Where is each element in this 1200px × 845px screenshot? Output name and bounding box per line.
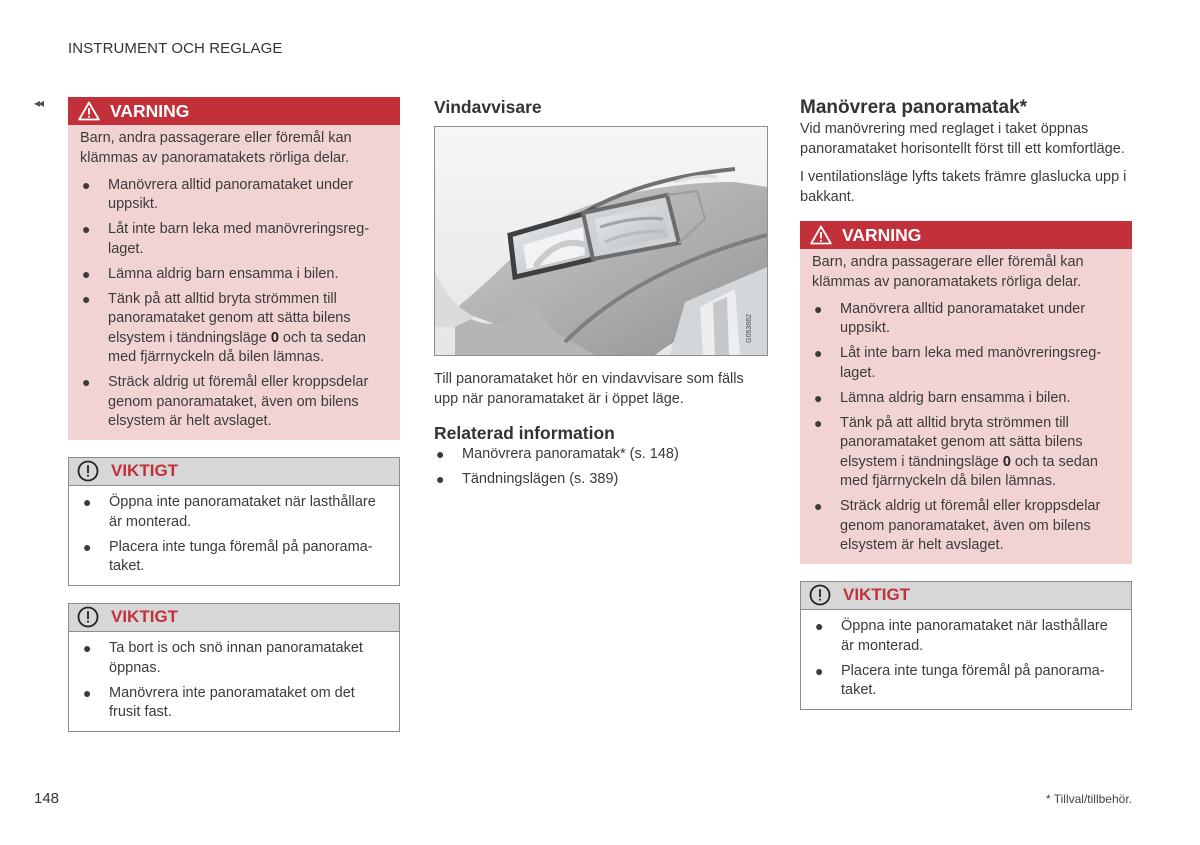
warning-intro: Barn, andra passagerare eller föremål kan klämmas av panoramatakets rörliga delar. [812,254,1084,290]
bullet-icon: ● [83,538,92,555]
bullet-icon: ● [436,470,445,487]
figure-caption: Till panoramataket hör en vindavvisare som fälls upp när panoramataket är i öppet läge. [434,371,744,407]
column-3 [800,97,1132,710]
important-header [801,582,1131,610]
related-heading: Relaterad information [434,423,615,443]
list-item: ● Manövrera alltid panoramataket under uppsikt. [82,176,354,212]
column-1 [68,97,400,732]
list-item: ● Öppna inte panoramataket när lasthållare är monterad. [83,494,376,530]
exclamation-circle-icon [809,584,831,606]
important-list [801,610,1131,701]
list-item: ● Ta bort is och snö innan panoramataket öppnas. [83,640,363,676]
list-item: ● Tänk på att alltid bryta strömmen till panoramataket genom att sätta bilens elsystem i tändningsläge 0 och ta sedan med fjärrnyckeln då bilen lämnas. [82,290,366,365]
car-roof-illustration [435,127,767,355]
warning-title: VARNING [110,100,190,121]
warning-header [68,97,400,125]
list-item: ● Placera inte tunga föremål på panoramataket. [815,662,1105,698]
important-box [800,581,1132,710]
paragraph: I ventilationsläge lyfts takets främre glaslucka upp i bakkant. [800,169,1127,205]
list-item: ● Låt inte barn leka med manövreringsreglaget. [82,221,370,257]
important-title: VIKTIGT [111,607,179,626]
important-list [69,486,399,577]
back-arrows-icon: ◂◂ [34,96,43,110]
exclamation-circle-icon [77,460,99,482]
bullet-icon: ● [814,498,823,514]
important-box [68,457,400,586]
warning-triangle-icon [810,225,832,245]
warning-header [800,221,1132,249]
list-item: ● Placera inte tunga föremål på panoramataket. [83,538,373,574]
exclamation-circle-icon [77,606,99,628]
bullet-icon: ● [82,265,91,282]
list-item: ● Tänk på att alltid bryta strömmen till panoramataket genom att sätta bilens elsystem i tändningsläge 0 och ta sedan med fjärrnyckeln då bilen lämnas. [814,414,1098,489]
figure-code: G053662 [746,314,753,343]
warning-box [68,97,400,440]
important-header [69,604,399,632]
bullet-icon: ● [815,618,824,634]
section-heading: Vindavvisare [434,97,542,117]
bullet-icon: ● [83,640,92,656]
bullet-icon: ● [82,374,91,390]
list-item: ● Sträck aldrig ut föremål eller kroppsdelar genom panoramataket, även om bilens elsystem är helt avslaget. [814,498,1101,553]
list-item: ● Öppna inte panoramataket när lasthållare är monterad. [815,618,1108,654]
footnote: * Tillval/tillbehör. [1045,792,1132,806]
important-header [69,458,399,486]
warning-list [68,168,400,432]
bullet-icon: ● [814,414,823,431]
paragraph: Vid manövrering med reglaget i taket öppnas panoramataket horisontellt först till ett komfortläge. [800,121,1125,157]
important-box [68,603,400,732]
bullet-icon: ● [814,345,823,361]
bullet-icon: ● [814,300,823,317]
related-list [434,445,768,490]
list-item: ● Låt inte barn leka med manövreringsreglaget. [814,345,1102,381]
bullet-icon: ● [83,684,92,701]
warning-title: VARNING [842,224,922,245]
section-header: INSTRUMENT OCH REGLAGE [68,40,283,57]
related-link[interactable]: ● Manövrera panoramatak* (s. 148) [434,445,768,465]
list-item: ● Sträck aldrig ut föremål eller kroppsdelar genom panoramataket, även om bilens elsystem är helt avslaget. [82,374,369,429]
list-item: ● Manövrera alltid panoramataket under uppsikt. [814,300,1086,336]
bullet-icon: ● [436,445,445,462]
important-list [69,632,399,723]
warning-list [800,292,1132,556]
list-item: ● Manövrera inte panoramataket om det frusit fast. [83,684,355,720]
bullet-icon: ● [82,176,91,193]
warning-box [800,221,1132,564]
bullet-icon: ● [83,494,92,510]
important-title: VIKTIGT [111,461,179,480]
page-number: 148 [34,790,60,807]
warning-triangle-icon [78,101,100,121]
bullet-icon: ● [82,290,91,307]
column-2 [434,97,768,489]
bullet-icon: ● [815,662,824,679]
sunroof-illustration [434,126,768,356]
page-title: Manövrera panoramatak* [800,97,1028,118]
list-item: ● Lämna aldrig barn ensamma i bilen. [80,265,388,285]
bullet-icon: ● [82,221,91,237]
list-item: ● Lämna aldrig barn ensamma i bilen. [812,389,1120,409]
bullet-icon: ● [814,389,823,406]
warning-intro: Barn, andra passagerare eller föremål kan klämmas av panoramatakets rörliga delar. [80,130,352,166]
important-title: VIKTIGT [843,585,911,604]
related-link[interactable]: ● Tändningslägen (s. 389) [434,470,768,490]
